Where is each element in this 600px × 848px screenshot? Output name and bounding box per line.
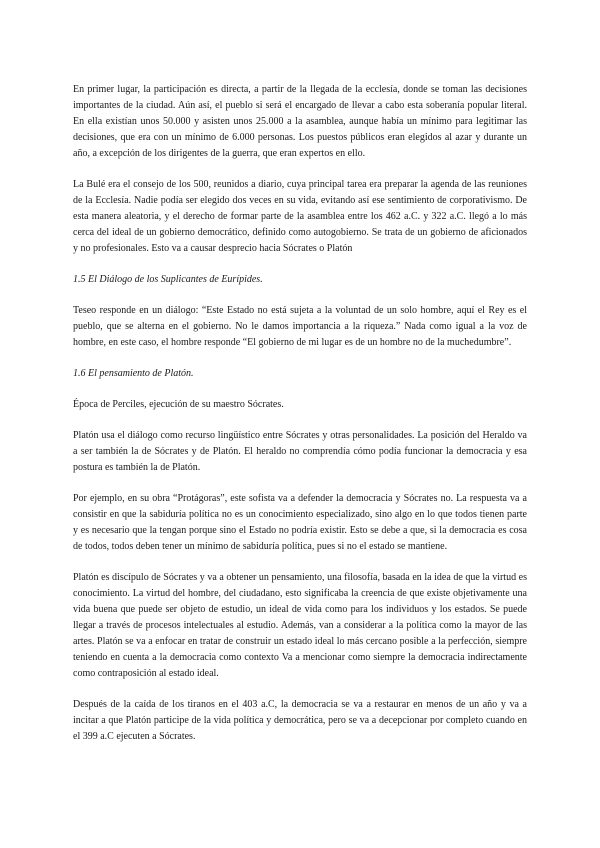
paragraph-discipulo: Platón es discípulo de Sócrates y va a obtener un pensamiento, una filosofía, basada en la idea de que la virtud es conocimiento. La virtud del hombre, del ciudadano, esto significaba la creencia de que existe objetivamente una vida buena que puede ser objeto de estudio, un ideal de vida como para los individuos y los estados. Se puede llegar a través de procesos intelectuales al estudio. Además, van a considerar a la política como la mayor de las artes. Platón se va a enfocar en tratar de construir un estado ideal lo más cercano posible a la perfección, siempre teniendo en cuenta a la democracia como contexto Va a mencionar como siempre la democracia indirectamente como contraposición al estado ideal. — [73, 572, 527, 679]
paragraph-dialogo: Platón usa el diálogo como recurso lingüístico entre Sócrates y otras personalidades. La posición del Heraldo va a ser también la de Sócrates y de Platón. El heraldo no comprendía cómo podía funcionar la democracia y esa postura es también la de Platón. — [73, 430, 527, 473]
paragraph-participacion: En primer lugar, la participación es directa, a partir de la llegada de la ecclesía, donde se toman las decisiones importantes de la ciudad. Aún así, el pueblo si será el encargado de llevar a cabo esta soberanía popular literal. En ella existían unos 50.000 y asisten unos 25.000 a la asamblea, aunque había un mínimo para legitimar las decisiones, que era con un mínimo de 6.000 personas. Los puestos públicos eran elegidos al azar y durante un año, a excepción de los dirigentes de la guerra, que eran expertos en ello. — [73, 84, 527, 159]
paragraph-teseo: Teseo responde en un diálogo: “Este Estado no está sujeta a la voluntad de un solo hombre, aquí el Rey es el pueblo, que se alterna en el gobierno. No le damos importancia a la riqueza.” Nada como igual a la voz de hombre, en este caso, el hombre responde “El gobierno de mi lugar es de un hombre no de la muchedumbre”. — [73, 305, 527, 348]
paragraph-protagoras: Por ejemplo, en su obra “Protágoras”, este sofista va a defender la democracia y Sócrates no. La respuesta va a consistir en que la sabiduría política no es un conocimiento especializado, sino algo en lo que todos tienen parte y es necesario que la tengan porque sino el Estado no podría existir. Esto se debe a que, si la democracia es cosa de todos, todos deben tener un mínimo de sabiduría política, pues si no el estado se mantiene. — [73, 493, 527, 552]
document-page — [73, 82, 527, 760]
section-heading-platon: 1.6 El pensamiento de Platón. — [73, 368, 194, 379]
paragraph-bule: La Bulé era el consejo de los 500, reunidos a diario, cuya principal tarea era preparar la agenda de las reuniones de la Ecclesía. Nadie podía ser elegido dos veces en su vida, evitando así ese sentimiento de corporativismo. De esta manera aleatoria, y el derecho de formar parte de la asamblea entre los 462 a.C. y 322 a.C. llegó a lo más cerca del ideal de un gobierno democrático, definido como autogobierno. Se trata de un gobierno de aficionados y no profesionales. Esto va a causar desprecio hacia Sócrates o Platón — [73, 179, 527, 254]
section-heading-suplicantes: 1.5 El Diálogo de los Suplicantes de Eurípides. — [73, 274, 263, 285]
paragraph-epoca: Época de Perciles, ejecución de su maestro Sócrates. — [73, 399, 284, 410]
paragraph-tiranos: Después de la caída de los tiranos en el 403 a.C, la democracia se va a restaurar en menos de un año y va a incitar a que Platón participe de la vida política y democrática, pero se va a decepcionar por completo cuando en el 399 a.C ejecuten a Sócrates. — [73, 699, 527, 742]
